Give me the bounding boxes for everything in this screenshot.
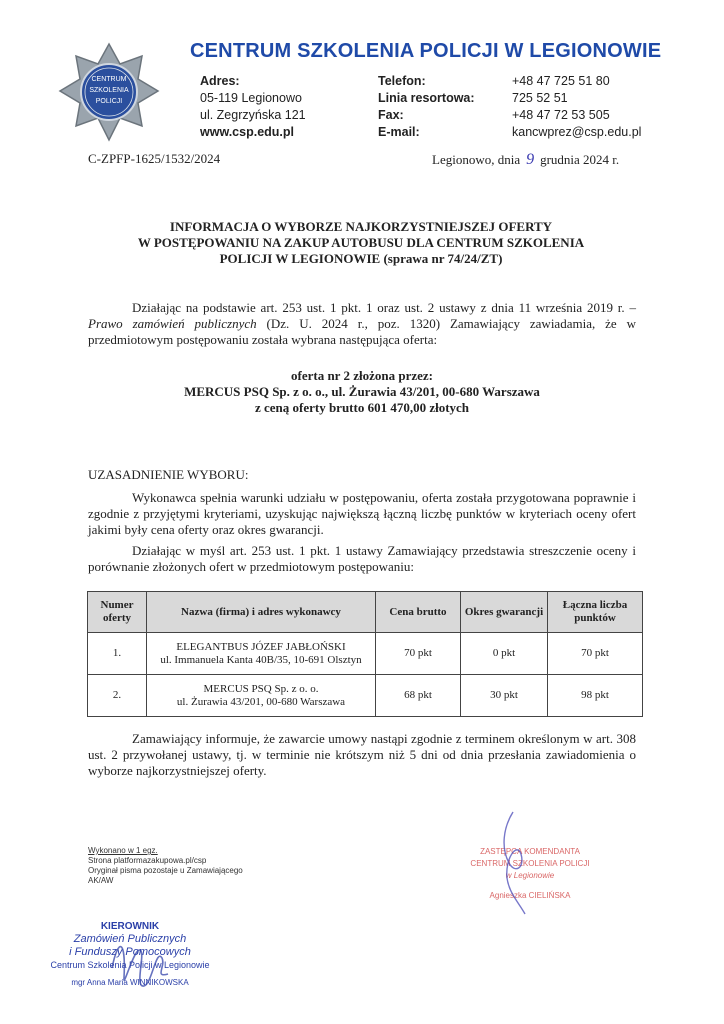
logo-text-line: POLICJI: [95, 98, 123, 105]
offer-line: z ceną oferty brutto 601 470,00 złotych: [254, 400, 470, 415]
column-header: Łączna liczba punktów: [548, 592, 643, 633]
signature-icon: [104, 928, 174, 998]
price-points: 68 pkt: [376, 675, 461, 717]
offer-number: 2.: [88, 675, 147, 717]
offers-comparison-table: [87, 591, 643, 717]
stamp-line: CENTRUM SZKOLENIA POLICJI: [470, 859, 590, 868]
footer-line: Strona platformazakupowa.pl/csp: [88, 856, 207, 865]
table-row: [88, 675, 643, 717]
stamp-line: KIEROWNIK: [100, 921, 160, 932]
stamp-line: ZASTĘPCA KOMENDANTA: [480, 847, 580, 856]
organization-name: CENTRUM SZKOLENIA POLICJI W LEGIONOWIE: [190, 40, 662, 62]
stamp-line: Zamówień Publicznych: [73, 933, 187, 945]
contact-label: Linia resortowa:: [378, 91, 475, 105]
column-header: Nazwa (firma) i adres wykonawcy: [147, 592, 376, 633]
column-header: Okres gwarancji: [461, 592, 548, 633]
contractor-address: ul. Immanuela Kanta 40B/35, 10-691 Olsztyn: [160, 653, 362, 666]
footer-line: Oryginał pisma pozostaje u Zamawiającego: [88, 866, 243, 875]
email-link[interactable]: kancwprez@csp.edu.pl: [512, 125, 642, 139]
phone-value: +48 47 725 51 80: [512, 74, 610, 88]
contractor-cell: [147, 633, 376, 675]
contact-values: [512, 73, 641, 141]
stamp-line: mgr Anna Maria WINNIKOWSKA: [71, 978, 189, 987]
address-line: 05-119 Legionowo: [200, 91, 302, 105]
date-day-handwritten: 9: [526, 151, 535, 168]
justification-paragraph: Działając w myśl art. 253 ust. 1 pkt. 1 ustawy Zamawiający przedstawia streszczenie oceny i porównanie złożonych ofert w przedmiotowym postępowaniu:: [88, 543, 636, 574]
footer-notes: [88, 846, 243, 886]
address-block: [200, 73, 306, 141]
stamp-line: w Legionowie: [505, 871, 555, 880]
closing-paragraph: Zamawiający informuje, że zawarcie umowy nastąpi zgodnie z terminem określonym w art. 308 ust. 2 przywołanej ustawy, tj. w terminie nie krótszym niż 5 dni od dnia przesłania zawiadomienia o wyborze najkorzystniejszej oferty.: [88, 731, 636, 778]
intro-text: Działając na podstawie art. 253 ust. 1 pkt. 1 oraz ust. 2 ustawy z dnia 11 września 2019 r. –: [132, 300, 636, 315]
contractor-name: ELEGANTBUS JÓZEF JABŁOŃSKI: [176, 640, 346, 653]
offer-line: oferta nr 2 złożona przez:: [291, 368, 433, 383]
reference-number: C-ZPFP-1625/1532/2024: [88, 151, 221, 166]
police-star-logo: [58, 42, 160, 144]
warranty-points: 0 pkt: [461, 633, 548, 675]
title-line: W POSTĘPOWANIU NA ZAKUP AUTOBUSU DLA CENTRUM SZKOLENIA: [137, 235, 585, 250]
column-header: Numer oferty: [88, 592, 147, 633]
footer-line: Wykonano w 1 egz.: [88, 846, 158, 855]
justification-paragraph: Wykonawca spełnia warunki udziału w postępowaniu, oferta została przygotowana poprawnie i zgodnie z przyjętymi kryteriami, uzyskując największą łączną liczbę punktów w kryteriach oceny ofert jakimi były cena oferty oraz okres gwarancji.: [88, 490, 636, 537]
date-prefix: Legionowo, dnia: [432, 152, 521, 167]
stamp-line: Agnieszka CIELIŃSKA: [489, 891, 571, 900]
logo-text-line: SZKOLENIA: [89, 87, 129, 94]
price-points: 70 pkt: [376, 633, 461, 675]
document-date: [432, 151, 619, 169]
intro-paragraph: [88, 300, 636, 348]
contractor-address: ul. Żurawia 43/201, 00-680 Warszawa: [176, 695, 346, 708]
intro-act-name: Prawo zamówień publicznych: [88, 316, 257, 331]
stamp-line: Centrum Szkolenia Policji w Legionowie: [50, 960, 210, 970]
table-header-row: [88, 592, 643, 633]
warranty-points: 30 pkt: [461, 675, 548, 717]
total-points: 98 pkt: [548, 675, 643, 717]
table-row: [88, 633, 643, 675]
document-title: [88, 219, 634, 267]
internal-line-value: 725 52 51: [512, 91, 568, 105]
address-label: Adres:: [200, 74, 240, 88]
contact-label: Fax:: [378, 108, 404, 122]
offer-number: 1.: [88, 633, 147, 675]
intro-text: (Dz. U. 2024 r., poz. 1320) Zamawiający zawiadamia, że w przedmiotowym postępowaniu została wybrana następująca oferta:: [88, 316, 636, 347]
column-header: Cena brutto: [376, 592, 461, 633]
address-line: ul. Zegrzyńska 121: [200, 108, 306, 122]
offer-line: MERCUS PSQ Sp. z o. o., ul. Żurawia 43/201, 00-680 Warszawa: [184, 384, 540, 399]
title-line: INFORMACJA O WYBORZE NAJKORZYSTNIEJSZEJ OFERTY: [169, 219, 553, 234]
fax-value: +48 47 72 53 505: [512, 108, 610, 122]
logo-text-line: CENTRUM: [91, 76, 127, 83]
footer-line: AK/AW: [88, 876, 114, 885]
justification-heading: UZASADNIENIE WYBORU:: [88, 467, 249, 482]
contact-labels: [378, 73, 475, 141]
contact-label: E-mail:: [378, 125, 420, 139]
contractor-cell: [147, 675, 376, 717]
website-link[interactable]: www.csp.edu.pl: [200, 125, 294, 139]
signature-icon: [495, 808, 535, 918]
title-line: POLICJI W LEGIONOWIE (sprawa nr 74/24/ZT): [219, 251, 503, 266]
selected-offer: [88, 368, 636, 416]
date-suffix: grudnia 2024 r.: [540, 152, 620, 167]
total-points: 70 pkt: [548, 633, 643, 675]
stamp-line: i Funduszy Pomocowych: [69, 946, 191, 958]
contact-label: Telefon:: [378, 74, 426, 88]
contractor-name: MERCUS PSQ Sp. z o. o.: [203, 682, 319, 695]
